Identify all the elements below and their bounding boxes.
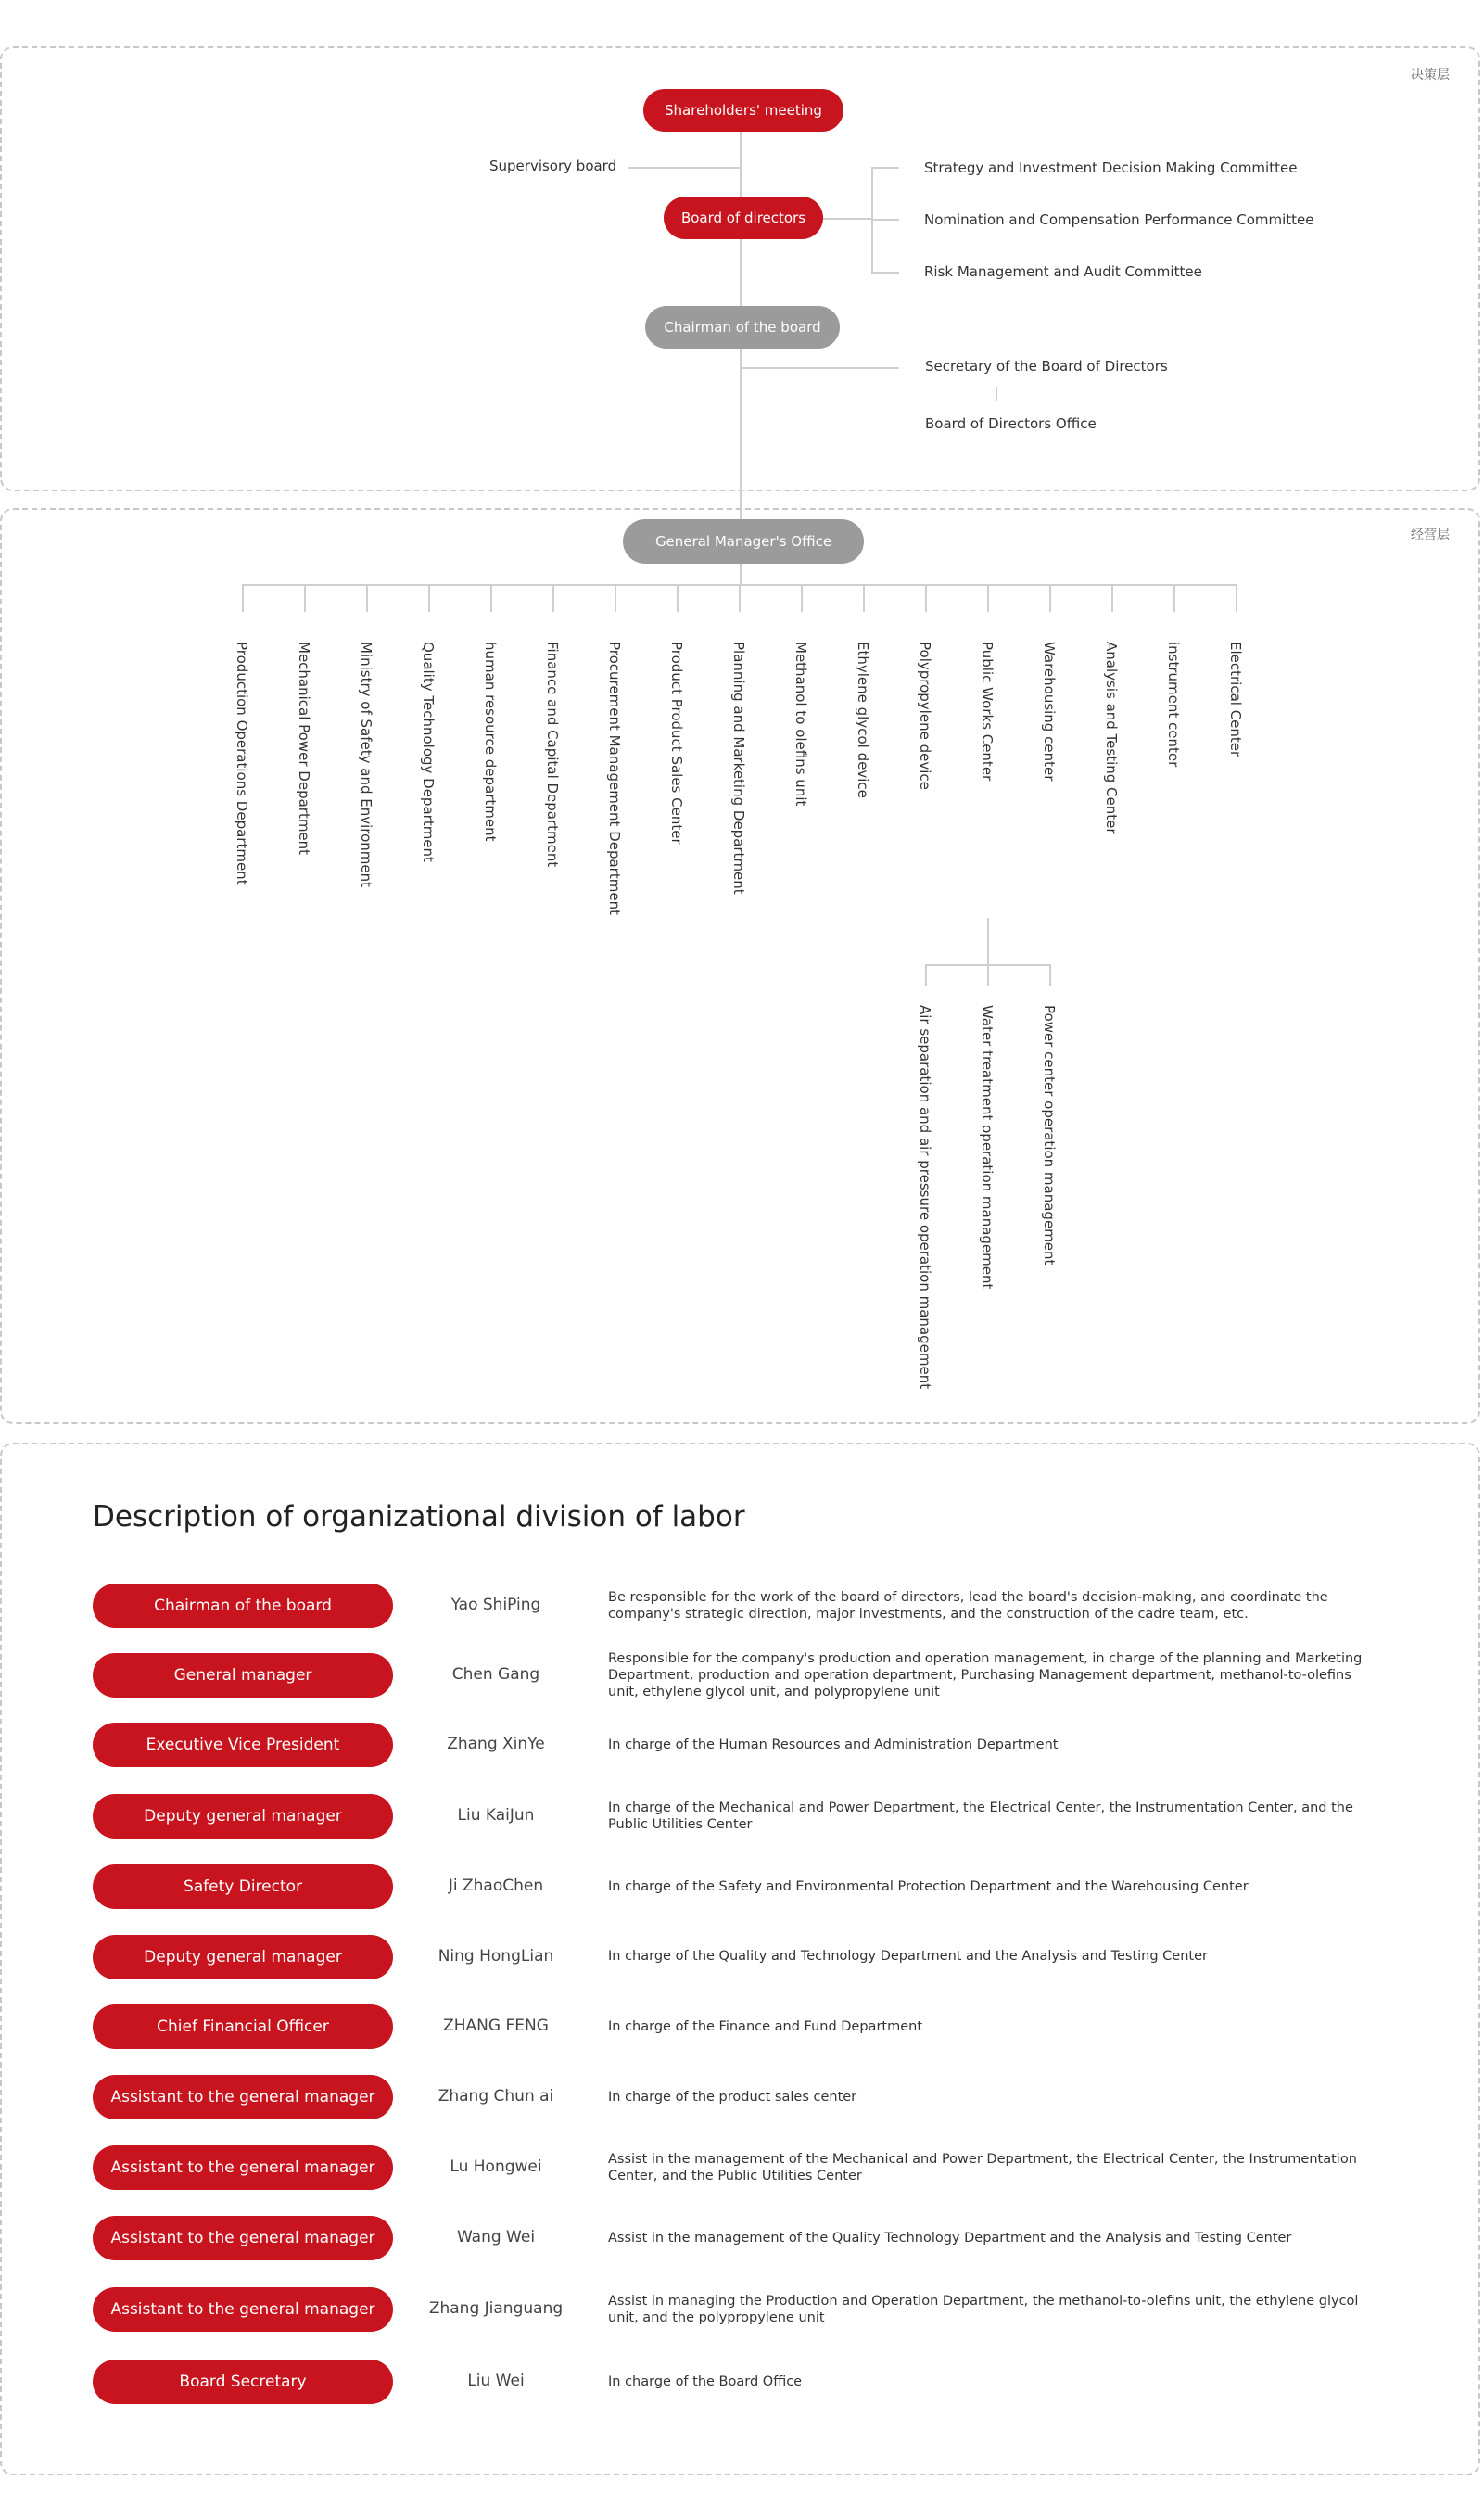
- role-pill: Chairman of the board: [93, 1584, 393, 1628]
- connector-line: [242, 584, 244, 612]
- department-public-works: Public Works Center: [979, 642, 996, 782]
- connector-line: [428, 584, 430, 612]
- connector-line: [490, 584, 492, 612]
- role-pill: General manager: [93, 1653, 393, 1698]
- role-pill: Board Secretary: [93, 2360, 393, 2404]
- role-pill: Executive Vice President: [93, 1723, 393, 1767]
- department-methanol-olefins: Methanol to olefins unit: [793, 642, 809, 807]
- subunit-air-separation: Air separation and air pressure operation management: [917, 1005, 933, 1390]
- department-planning-marketing: Planning and Marketing Department: [730, 642, 747, 895]
- role-pill: Safety Director: [93, 1864, 393, 1909]
- department-mechanical-power: Mechanical Power Department: [296, 642, 312, 856]
- connector-line: [304, 584, 306, 612]
- operation-layer-tag: 经营层: [1411, 528, 1450, 542]
- gm-office-node[interactable]: General Manager's Office: [623, 519, 864, 564]
- role-pill: Chief Financial Officer: [93, 2004, 393, 2049]
- board-office-label: Board of Directors Office: [925, 415, 1097, 432]
- connector-line: [552, 584, 554, 612]
- connector-line: [801, 584, 803, 612]
- person-name: Lu Hongwei: [450, 2157, 542, 2176]
- role-pill: Deputy general manager: [93, 1935, 393, 1979]
- duty-text: In charge of the Quality and Technology Department and the Analysis and Testing Center: [608, 1949, 1208, 1964]
- connector-line: [823, 218, 873, 220]
- connector-line: [1111, 584, 1113, 612]
- connector-line: [987, 964, 989, 986]
- department-polypropylene: Polypropylene device: [917, 642, 933, 790]
- connector-line: [987, 918, 989, 966]
- duty-text: Assist in the management of the Mechanical and Power Department, the Electrical Center, the Instrumentation Center, and the Public Utilities Center: [608, 2152, 1357, 2183]
- person-name: Yao ShiPing: [450, 1596, 541, 1614]
- connector-line: [628, 167, 742, 169]
- department-instrument: instrument center: [1165, 642, 1182, 768]
- subunit-power-center: Power center operation management: [1041, 1005, 1058, 1266]
- committee-nomination-label: Nomination and Compensation Performance Committee: [924, 211, 1314, 228]
- board-of-directors-node[interactable]: Board of directors: [664, 197, 823, 239]
- role-pill: Deputy general manager: [93, 1794, 393, 1839]
- connector-line: [615, 584, 616, 612]
- department-electrical: Electrical Center: [1227, 642, 1244, 757]
- department-quality-technology: Quality Technology Department: [420, 642, 437, 862]
- board-secretary-label: Secretary of the Board of Directors: [925, 358, 1168, 375]
- duty-text: In charge of the Safety and Environmental Protection Department and the Warehousing Center: [608, 1879, 1249, 1894]
- connector-line: [925, 584, 927, 612]
- person-name: ZHANG FENG: [443, 2017, 549, 2035]
- connector-line: [871, 272, 899, 274]
- person-name: Zhang Chun ai: [438, 2087, 554, 2106]
- duty-text: In charge of the Finance and Fund Department: [608, 2019, 923, 2034]
- chairman-node[interactable]: Chairman of the board: [645, 306, 840, 349]
- duty-text: Assist in managing the Production and Operation Department, the methanol-to-olefins unit, the ethylene glycol unit, and the polypropylene unit: [608, 2294, 1359, 2325]
- connector-line: [925, 964, 927, 986]
- role-pill: Assistant to the general manager: [93, 2216, 393, 2260]
- duty-text: In charge of the Human Resources and Administration Department: [608, 1737, 1059, 1752]
- connector-line: [677, 584, 679, 612]
- department-human-resource: human resource department: [482, 642, 499, 842]
- department-ethylene-glycol: Ethylene glycol device: [855, 642, 871, 798]
- duty-text: Responsible for the company's production and operation management, in charge of the planning and Marketing Department, production and operation department, Purchasing Management department, methanol-to-olefins unit, ethylene glycol unit, and polypropylene unit: [608, 1651, 1363, 1699]
- connector-line: [1049, 964, 1051, 986]
- person-name: Liu KaiJun: [457, 1806, 535, 1825]
- department-warehousing: Warehousing center: [1041, 642, 1058, 782]
- connector-line: [1236, 584, 1237, 612]
- committee-risk-label: Risk Management and Audit Committee: [924, 263, 1202, 280]
- duty-text: Be responsible for the work of the board of directors, lead the board's decision-making, and coordinate the company's strategic direction, major investments, and the construction of the cadre team, etc.: [608, 1590, 1328, 1622]
- duty-text: In charge of the Mechanical and Power Department, the Electrical Center, the Instrumentation Center, and the Public Utilities Center: [608, 1801, 1353, 1832]
- department-finance-capital: Finance and Capital Department: [544, 642, 561, 868]
- department-safety-environment: Ministry of Safety and Environment: [358, 642, 374, 888]
- duty-text: Assist in the management of the Quality Technology Department and the Analysis and Testing Center: [608, 2231, 1292, 2246]
- connector-line: [1049, 584, 1051, 612]
- person-name: Ning HongLian: [438, 1947, 554, 1966]
- connector-line: [987, 584, 989, 612]
- role-pill: Assistant to the general manager: [93, 2287, 393, 2332]
- connector-line: [739, 584, 741, 612]
- division-title: Description of organizational division of labor: [93, 1500, 745, 1533]
- connector-line: [1173, 584, 1175, 612]
- duty-text: In charge of the Board Office: [608, 2374, 803, 2389]
- person-name: Zhang XinYe: [447, 1735, 545, 1753]
- connector-line: [863, 584, 865, 612]
- role-pill: Assistant to the general manager: [93, 2145, 393, 2190]
- shareholders-meeting-node[interactable]: Shareholders' meeting: [643, 89, 843, 132]
- person-name: Liu Wei: [467, 2372, 525, 2390]
- department-product-sales: Product Product Sales Center: [668, 642, 685, 845]
- person-name: Ji ZhaoChen: [448, 1877, 544, 1895]
- duty-text: In charge of the product sales center: [608, 2090, 857, 2105]
- connector-line: [366, 584, 368, 612]
- supervisory-board-label: Supervisory board: [489, 158, 617, 174]
- decision-layer-tag: 决策层: [1411, 68, 1450, 83]
- person-name: Wang Wei: [456, 2228, 536, 2246]
- connector-line: [740, 367, 899, 369]
- role-pill: Assistant to the general manager: [93, 2075, 393, 2119]
- connector-line: [996, 387, 997, 401]
- person-name: Chen Gang: [451, 1665, 540, 1684]
- connector-line: [871, 167, 899, 169]
- department-production-operations: Production Operations Department: [234, 642, 250, 885]
- person-name: Zhang Jianguang: [428, 2299, 564, 2318]
- connector-line: [871, 219, 899, 221]
- department-procurement: Procurement Management Department: [606, 642, 623, 915]
- committee-strategy-label: Strategy and Investment Decision Making Committee: [924, 159, 1298, 176]
- department-analysis-testing: Analysis and Testing Center: [1103, 642, 1120, 834]
- subunit-water-treatment: Water treatment operation management: [979, 1005, 996, 1290]
- connector-line: [740, 564, 742, 584]
